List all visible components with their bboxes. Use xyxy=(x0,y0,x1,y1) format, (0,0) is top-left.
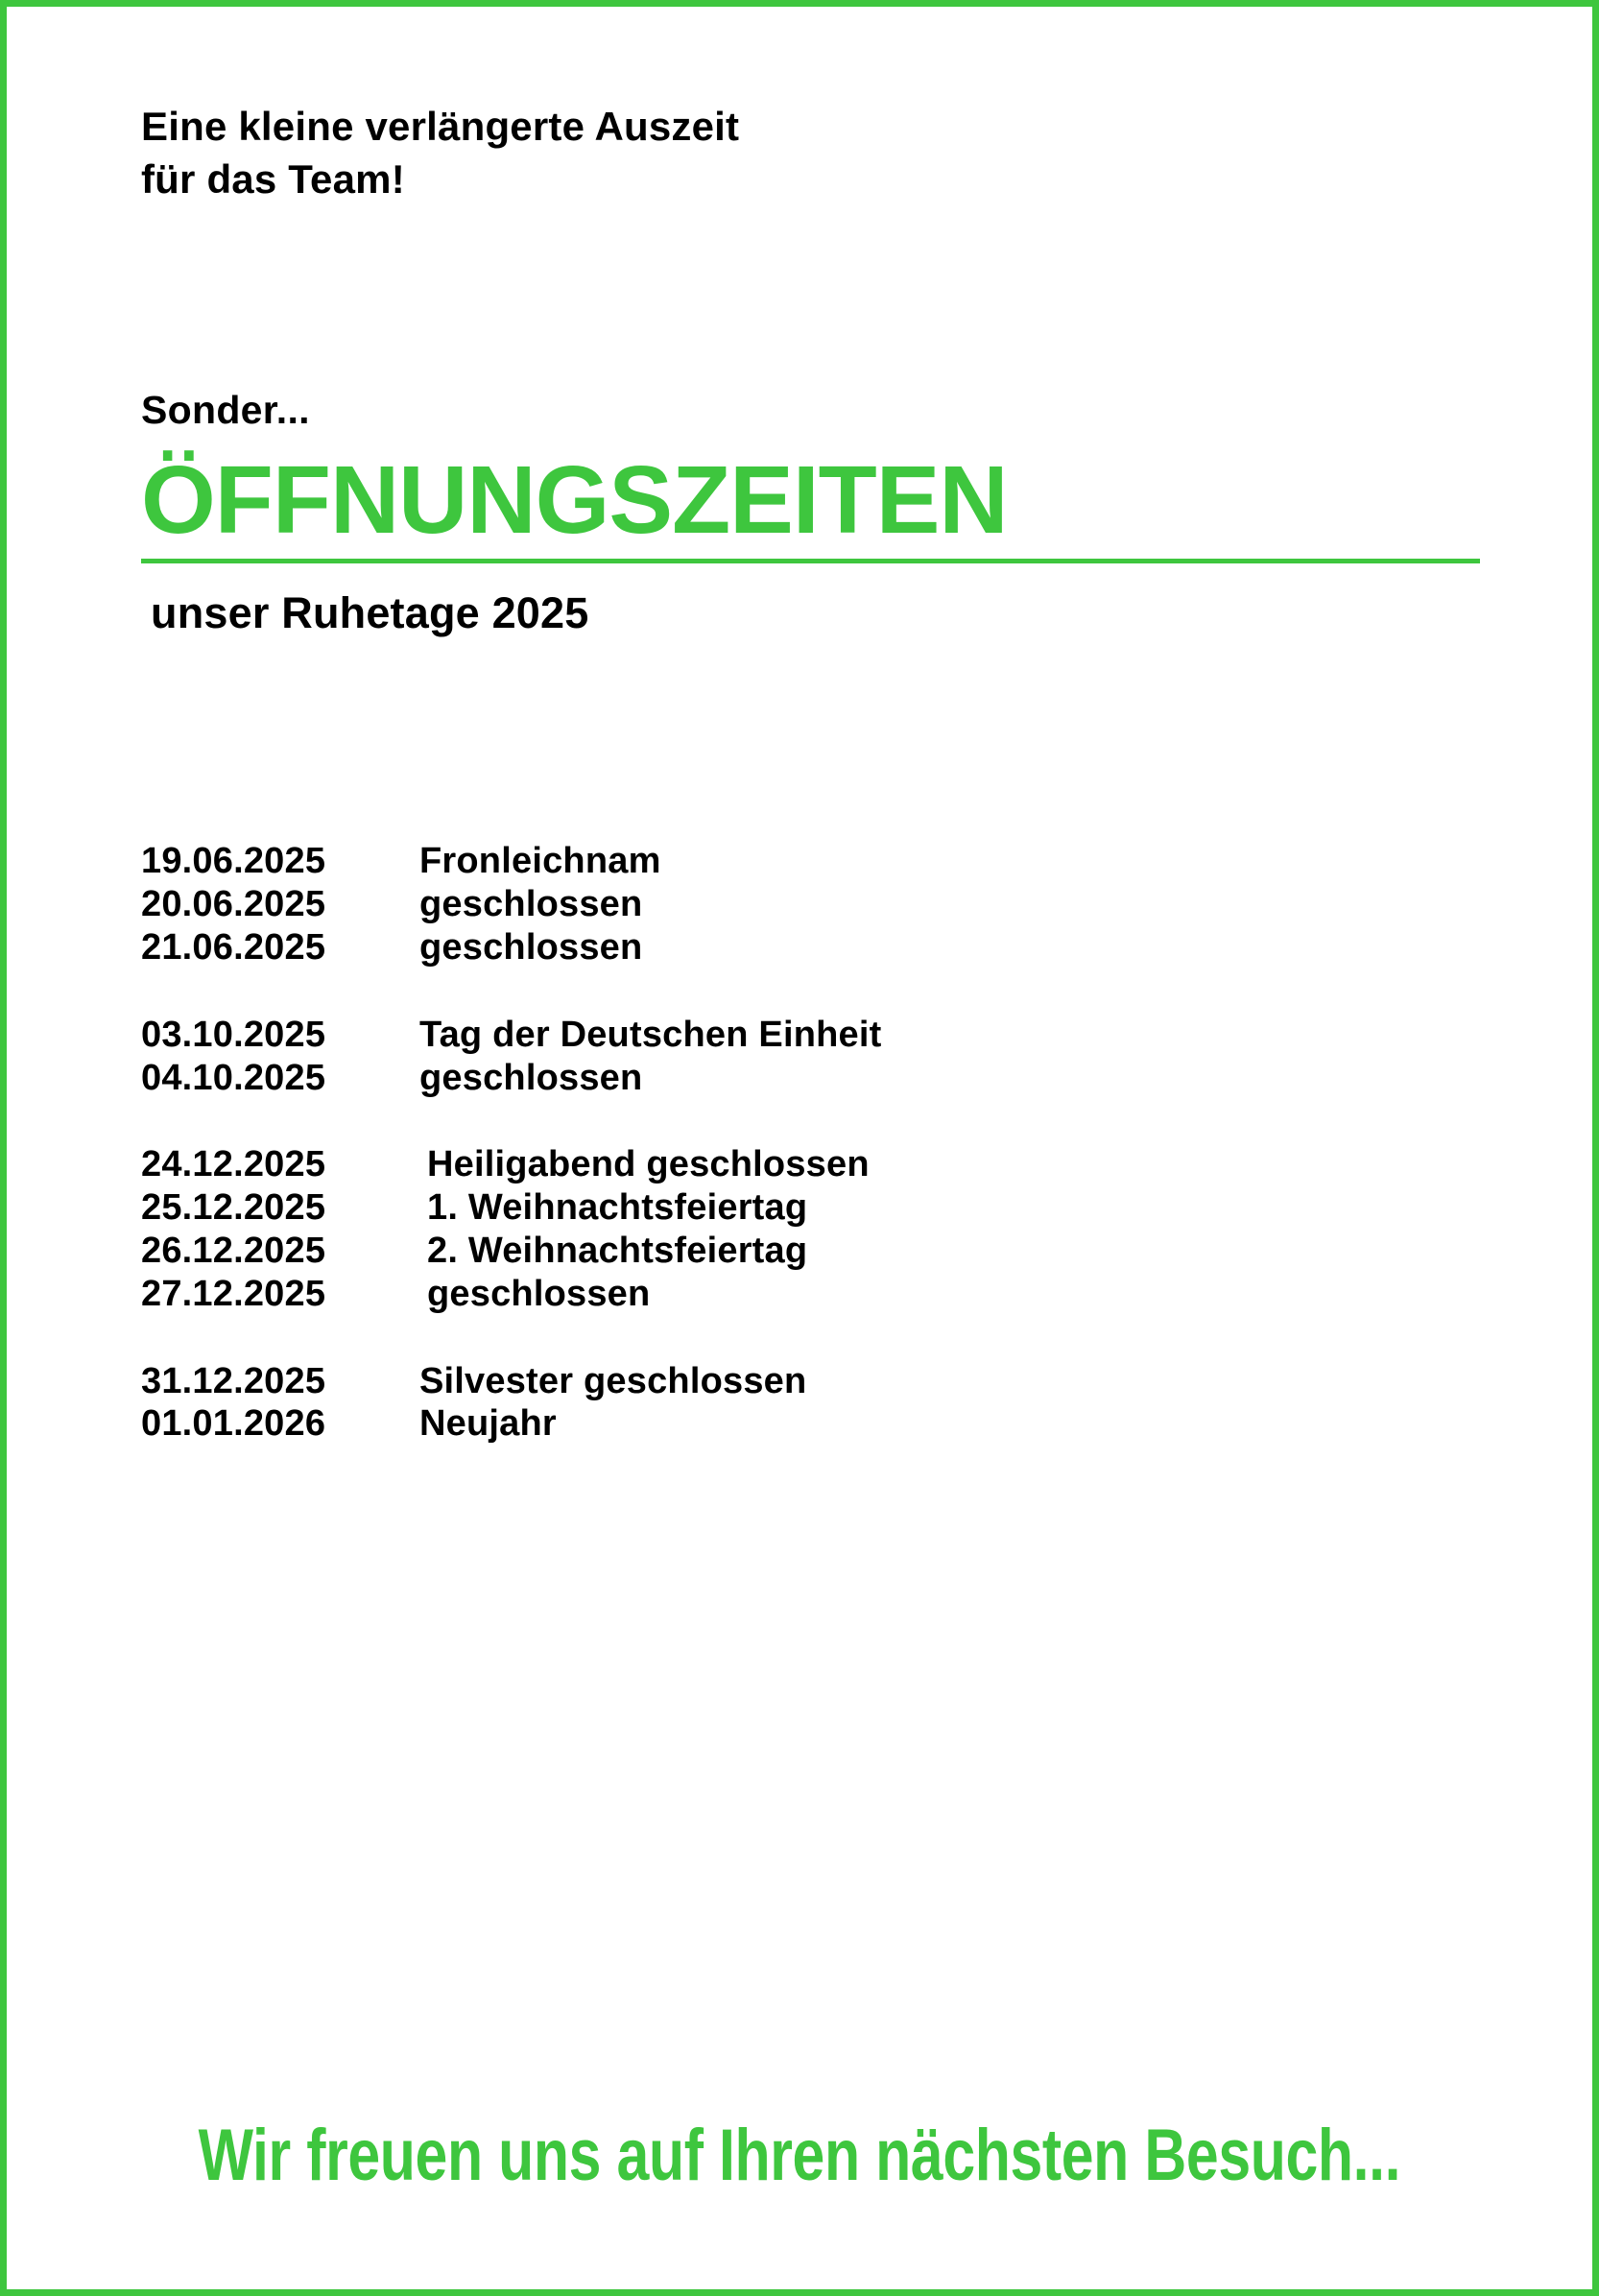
row-description: Tag der Deutschen Einheit xyxy=(419,1014,882,1055)
schedule-group xyxy=(141,1143,1477,1315)
row-description: geschlossen xyxy=(427,1273,651,1314)
table-row xyxy=(141,1402,1477,1446)
table-row xyxy=(141,1186,1477,1230)
table-row xyxy=(141,1273,1477,1316)
page-subtitle: unser Ruhetage 2025 xyxy=(151,588,589,638)
row-date: 01.01.2026 xyxy=(141,1403,326,1445)
row-date: 19.06.2025 xyxy=(141,841,326,882)
page-title: ÖFFNUNGSZEITEN xyxy=(141,446,1008,555)
table-row xyxy=(141,1014,1477,1057)
row-description: Heiligabend geschlossen xyxy=(427,1144,870,1185)
schedule-group xyxy=(141,1014,1477,1100)
table-row xyxy=(141,840,1477,883)
closing-days-list xyxy=(141,638,1477,1446)
schedule-group xyxy=(141,840,1477,969)
row-date: 21.06.2025 xyxy=(141,926,326,968)
table-row xyxy=(141,1230,1477,1273)
row-date: 04.10.2025 xyxy=(141,1057,326,1098)
table-row xyxy=(141,1057,1477,1100)
row-date: 25.12.2025 xyxy=(141,1187,326,1229)
row-date: 27.12.2025 xyxy=(141,1273,326,1314)
row-description: 2. Weihnachtsfeiertag xyxy=(427,1230,808,1271)
footer-message: Wir freuen uns auf Ihren nächsten Besuch... xyxy=(198,2115,1401,2196)
table-row xyxy=(141,1143,1477,1186)
row-description: geschlossen xyxy=(419,926,643,968)
row-description: Silvester geschlossen xyxy=(419,1360,807,1401)
row-description: Neujahr xyxy=(419,1403,557,1445)
table-row xyxy=(141,1360,1477,1403)
row-date: 20.06.2025 xyxy=(141,884,326,925)
poster-content xyxy=(7,7,1592,2289)
row-description: 1. Weihnachtsfeiertag xyxy=(427,1187,808,1229)
row-description: geschlossen xyxy=(419,884,643,925)
row-date: 26.12.2025 xyxy=(141,1230,326,1271)
sonder-label: Sonder... xyxy=(141,388,310,433)
schedule-group xyxy=(141,1360,1477,1447)
row-date: 03.10.2025 xyxy=(141,1014,326,1055)
table-row xyxy=(141,926,1477,969)
row-description: Fronleichnam xyxy=(419,841,661,882)
intro-line-2: für das Team! xyxy=(141,155,405,202)
row-date: 24.12.2025 xyxy=(141,1144,326,1185)
row-description: geschlossen xyxy=(419,1057,643,1098)
footer xyxy=(7,2114,1592,2197)
intro-line-1: Eine kleine verlängerte Auszeit xyxy=(141,104,740,149)
intro-text xyxy=(141,74,1477,205)
table-row xyxy=(141,883,1477,926)
row-date: 31.12.2025 xyxy=(141,1360,326,1401)
